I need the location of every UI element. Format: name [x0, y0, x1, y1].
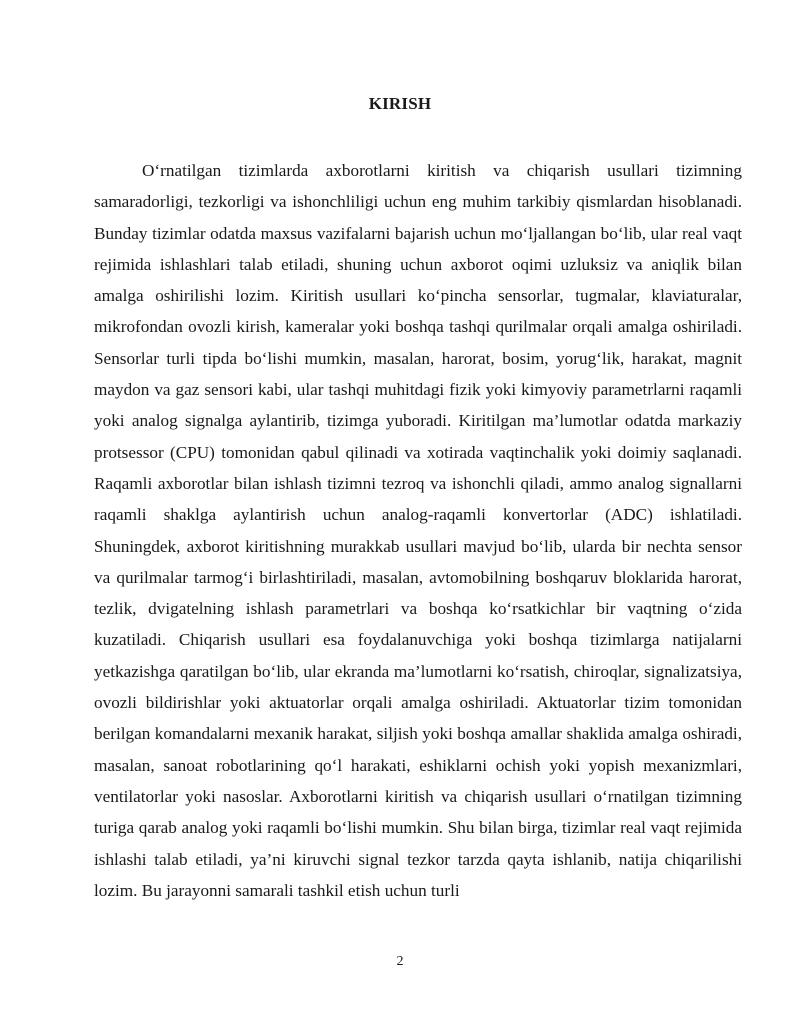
- page-title: KIRISH: [368, 94, 432, 113]
- body-paragraph: O‘rnatilgan tizimlarda axborotlarni kiritish va chiqarish usullari tizimning samaradorligi, tezkorligi va ishonchliligi uchun eng muhim tarkibiy qismlardan hisoblanadi. Bunday tizimlar odatda maxsus vazifalarni bajarish uchun mo‘ljallangan bo‘lib, ular real vaqt rejimida ishlashlari talab etiladi, shuning uchun axborot oqimi uzluksiz va aniqlik bilan amalga oshirilishi lozim. Kiritish usullari ko‘pincha sensorlar, tugmalar, klaviaturalar, mikrofondan ovozli kirish, kameralar yoki boshqa tashqi qurilmalar orqali amalga oshiriladi. Sensorlar turli tipda bo‘lishi mumkin, masalan, harorat, bosim, yorug‘lik, harakat, magnit maydon va gaz sensori kabi, ular tashqi muhitdagi fizik yoki kimyoviy parametrlarni raqamli yoki analog signalga aylantirib, tizimga yuboradi. Kiritilgan ma’lumotlar odatda markaziy protsessor (CPU) tomonidan qabul qilinadi va xotirada vaqtinchalik yoki doimiy saqlanadi. Raqamli axborotlar bilan ishlash tizimni tezroq va ishonchli qiladi, ammo analog signallarni raqamli shaklga aylantirish uchun analog-raqamli konvertorlar (ADC) ishlatiladi. Shuningdek, axborot kiritishning murakkab usullari mavjud bo‘lib, ularda bir nechta sensor va qurilmalar tarmog‘i birlashtiriladi, masalan, avtomobilning boshqaruv bloklarida harorat, tezlik, dvigatelning ishlash parametrlari va boshqa ko‘rsatkichlar bir vaqtning o‘zida kuzatiladi. Chiqarish usullari esa foydalanuvchiga yoki boshqa tizimlarga natijalarni yetkazishga qaratilgan bo‘lib, ular ekranda ma’lumotlarni ko‘rsatish, chiroqlar, signalizatsiya, ovozli bildirishlar yoki aktuatorlar orqali amalga oshiriladi. Aktuatorlar tizim tomonidan berilgan komandalarni mexanik harakat, siljish yoki boshqa amallar shaklida amalga oshiradi, masalan, sanoat robotlarining qo‘l harakati, eshiklarni ochish yoki yopish mexanizmlari, ventilatorlar yoki nasoslar. Axborotlarni kiritish va chiqarish usullari o‘rnatilgan tizimning turiga qarab analog yoki raqamli bo‘lishi mumkin. Shu bilan birga, tizimlar real vaqt rejimida ishlashi talab etiladi, ya’ni kiruvchi signal tezkor tarzda qayta ishlanib, natija chiqarilishi lozim. Bu jarayonni samarali tashkil etish uchun turli: [94, 161, 742, 900]
- page-number: 2: [396, 954, 404, 969]
